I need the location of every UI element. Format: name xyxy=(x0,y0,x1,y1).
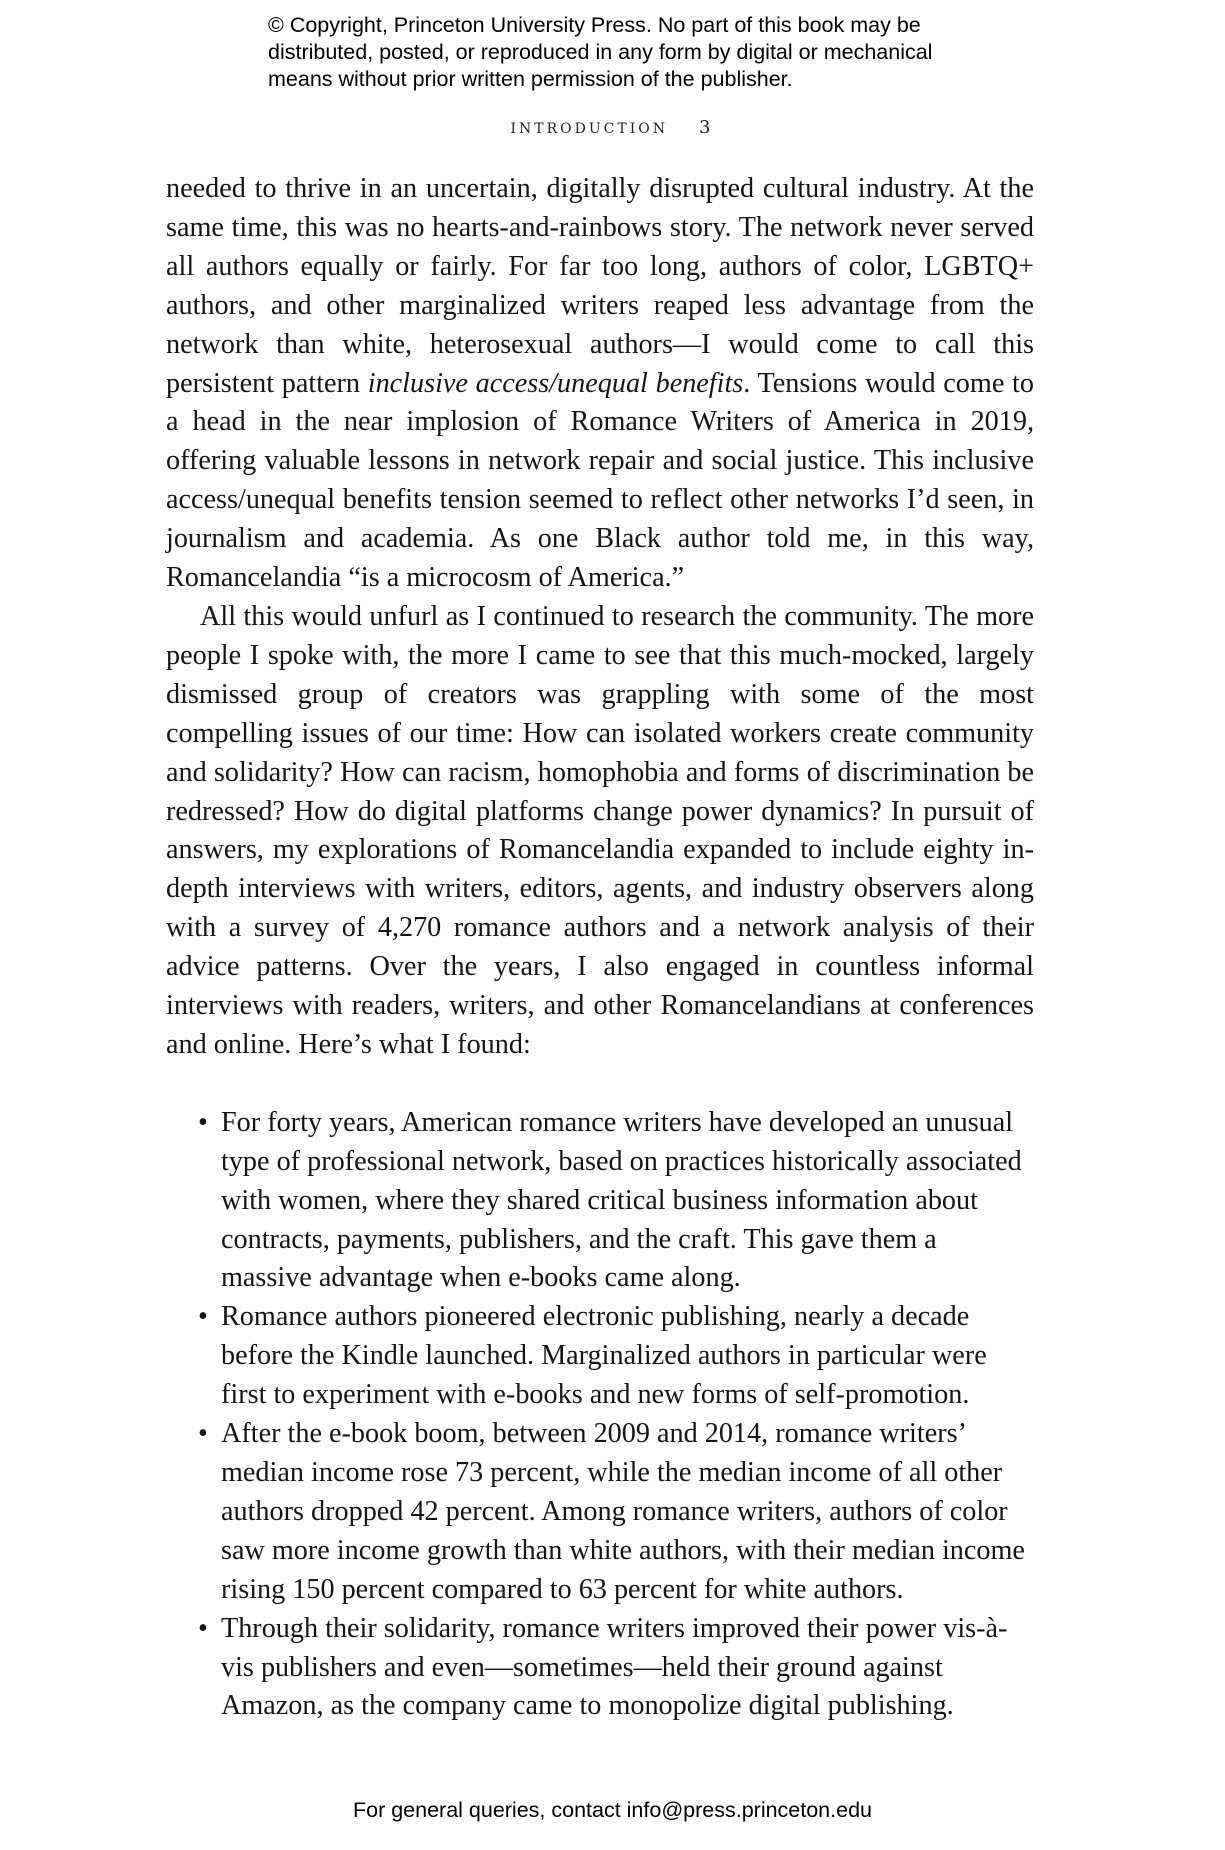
copyright-notice xyxy=(268,12,1028,93)
list-item xyxy=(198,1415,1034,1610)
paragraph-text: . Tensions would come to a head in the near implosion of Romance Writers of America in 2019, offering valuable lessons in network repair and social justice. This inclusive access/unequal benefits tension seemed to reflect other networks I’d seen, in journalism and academia. As one Black author told me, in this way, Romancelandia “is a microcosm of America.” xyxy=(166,367,1034,594)
list-item-text: Through their solidarity, romance writers improved their power vis-à-vis publishers and even—sometimes—held their ground against Amazon, as the company came to monopolize digital publishing. xyxy=(221,1612,1008,1722)
page-number: 3 xyxy=(699,117,715,138)
list-item xyxy=(198,1610,1034,1727)
bullet-icon: • xyxy=(198,1301,208,1333)
list-item-text: For forty years, American romance writers have developed an unusual type of professional network, based on practices historically associated with women, where they shared critical business information about contracts, payments, publishers, and the craft. This gave them a massive advantage when e-books came along. xyxy=(221,1106,1022,1294)
list-item-text: Romance authors pioneered electronic publishing, nearly a decade before the Kindle launched. Marginalized authors in particular were first to experiment with e-books and new forms of self-promotion. xyxy=(221,1301,987,1411)
list-item xyxy=(198,1298,1034,1415)
bullet-icon: • xyxy=(198,1106,208,1138)
paragraph-text: needed to thrive in an uncertain, digitally disrupted cultural industry. At the same time, this was no hearts-and-rainbows story. The network never served all authors equally or fairly. For far too long, authors of color, LGBTQ+ authors, and other marginalized writers reaped less advantage from the network than white, heterosexual authors—I would come to call this persistent pattern xyxy=(166,173,1034,399)
copyright-line: © Copyright, Princeton University Press. No part of this book may be xyxy=(268,13,921,37)
emphasized-phrase: inclusive access/unequal benefits xyxy=(367,367,744,399)
paragraph xyxy=(166,170,1034,598)
running-head xyxy=(0,114,1225,138)
list-item-text: After the e-book boom, between 2009 and 2014, romance writers’ median income rose 73 percent, while the median income of all other authors dropped 42 percent. Among romance writers, authors of color saw more income growth than white authors, with their median income rising 150 percent compared to 63 percent for white authors. xyxy=(221,1418,1025,1605)
bullet-icon: • xyxy=(198,1612,208,1644)
running-head-section: introduction xyxy=(510,114,668,138)
paragraph: All this would unfurl as I continued to research the community. The more people I spoke with, the more I came to see that this much-mocked, largely dismissed group of creators was grappling with some of the most compelling issues of our time: How can isolated workers create community and solidarity? How can racism, homophobia and forms of discrimination be redressed? How do digital platforms change power dynamics? In pursuit of answers, my explorations of Romancelandia expanded to include eighty in-depth interviews with writers, editors, agents, and industry observers along with a survey of 4,270 romance authors and a network analysis of their advice patterns. Over the years, I also engaged in countless informal interviews with readers, writers, and other Romancelandians at conferences and online. Here’s what I found: xyxy=(166,600,1034,1060)
body-text xyxy=(166,170,1034,1726)
list-item xyxy=(198,1104,1034,1299)
findings-list xyxy=(166,1104,1034,1727)
footer-contact: For general queries, contact info@press.princeton.edu xyxy=(352,1798,872,1822)
bullet-icon: • xyxy=(198,1418,208,1450)
copyright-line: means without prior written permission of the publisher. xyxy=(268,67,793,91)
copyright-line: distributed, posted, or reproduced in any form by digital or mechanical xyxy=(268,40,933,64)
